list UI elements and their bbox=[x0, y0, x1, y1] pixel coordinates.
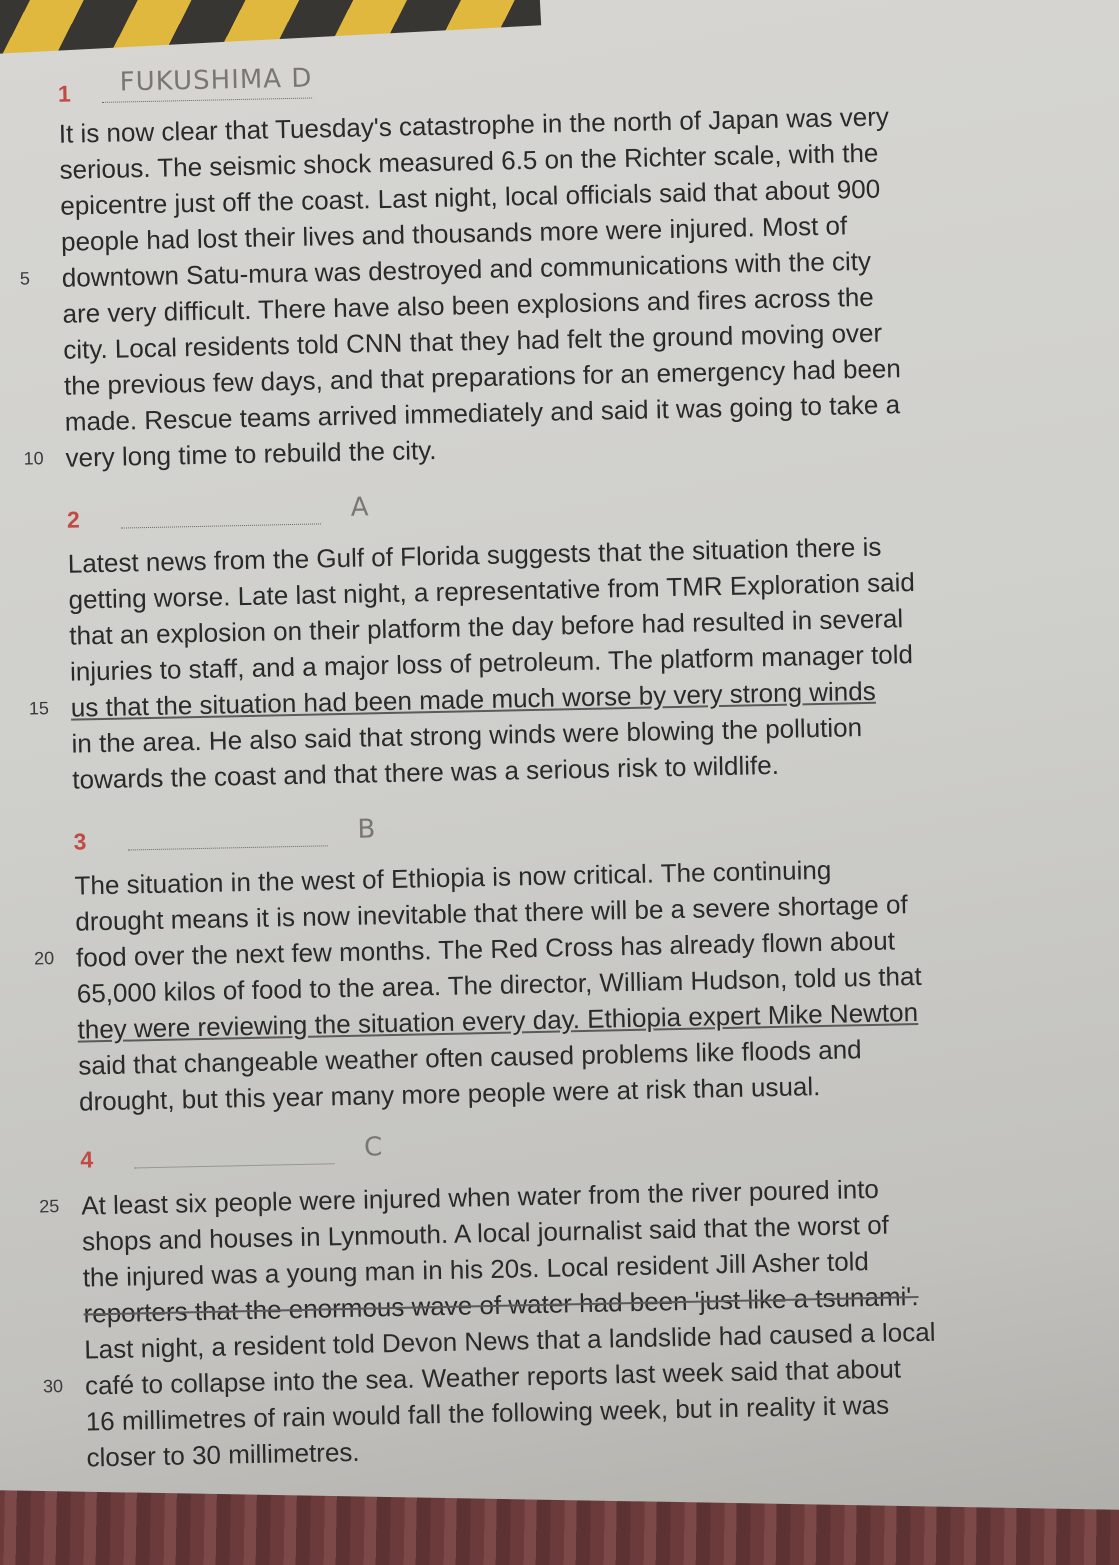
text-line-underlined: us that the situation had been made much worse by very strong winds bbox=[70, 675, 876, 723]
text-line: injuries to staff, and a major loss of petroleum. The platform manager told bbox=[69, 639, 914, 687]
text-line: 65,000 kilos of food to the area. The director, William Hudson, told us that bbox=[76, 960, 922, 1009]
text-line: the previous few days, and that preparations for an emergency had been bbox=[63, 353, 902, 401]
text-line: serious. The seismic shock measured 6.5 on the Richter scale, with the bbox=[59, 137, 879, 185]
text-line: in the area. He also said that strong winds were blowing the pollution bbox=[71, 712, 863, 759]
text-line: The situation in the west of Ethiopia is now critical. The continuing bbox=[74, 854, 832, 901]
line-number: 10 bbox=[23, 448, 44, 469]
text-line: drought means it is now inevitable that there will be a severe shortage of bbox=[75, 889, 908, 937]
handwritten-answer: FUKUSHIMA D bbox=[119, 63, 313, 98]
text-line: It is now clear that Tuesday's catastrophe in the north of Japan was very bbox=[58, 101, 890, 149]
text-line: city. Local residents told CNN that they had felt the ground moving over bbox=[63, 317, 883, 365]
line-number: 15 bbox=[28, 698, 50, 719]
text-line: Last night, a resident told Devon News that a landslide had caused a local bbox=[83, 1316, 936, 1365]
text-line: closer to 30 millimetres. bbox=[86, 1436, 360, 1473]
handwritten-answer: A bbox=[350, 492, 370, 523]
handwritten-answer: C bbox=[363, 1132, 384, 1163]
line-number: 5 bbox=[19, 268, 31, 289]
text-line: At least six people were injured when water from the river poured into bbox=[80, 1173, 880, 1221]
text-line: the injured was a young man in his 20s. Local resident Jill Asher told bbox=[82, 1246, 870, 1293]
text-line: shops and houses in Lynmouth. A local journalist said that the worst of bbox=[81, 1209, 890, 1257]
text-line: Latest news from the Gulf of Florida suggests that the situation there is bbox=[67, 531, 882, 579]
text-line: café to collapse into the sea. Weather reports last week said that about bbox=[84, 1353, 902, 1401]
text-line: that an explosion on their platform the day before had resulted in several bbox=[69, 603, 904, 651]
line-number: 25 bbox=[39, 1196, 60, 1217]
text-line: epicentre just off the coast. Last night, local officials said that about 900 bbox=[60, 173, 881, 221]
answer-blank[interactable] bbox=[128, 845, 328, 850]
section-number: 3 bbox=[73, 828, 87, 855]
section-number: 4 bbox=[80, 1146, 94, 1173]
text-line: drought, but this year many more people were at risk than usual. bbox=[78, 1071, 821, 1117]
text-line: food over the next few months. The Red Cross has already flown about bbox=[75, 925, 896, 973]
text-line: 16 millimetres of rain would fall the following week, but in reality it was bbox=[85, 1389, 890, 1437]
text-line: people had lost their lives and thousands more were injured. Most of bbox=[60, 210, 848, 257]
answer-blank[interactable] bbox=[102, 97, 312, 102]
text-line-struck: reporters that the enormous wave of water had been 'just like a tsunami'. bbox=[83, 1281, 919, 1329]
text-line: said that changeable weather often caused problems like floods and bbox=[78, 1034, 862, 1081]
answer-blank[interactable] bbox=[121, 523, 321, 528]
text-line: getting worse. Late last night, a representative from TMR Exploration said bbox=[68, 566, 916, 615]
line-number: 20 bbox=[33, 948, 55, 969]
text-line: made. Rescue teams arrived immediately and said it was going to take a bbox=[64, 389, 901, 437]
handwritten-answer: B bbox=[357, 814, 377, 845]
section-number: 1 bbox=[57, 80, 72, 107]
text-line: very long time to rebuild the city. bbox=[65, 434, 437, 473]
text-line: towards the coast and that there was a serious risk to wildlife. bbox=[72, 749, 780, 795]
text-line: are very difficult. There have also been explosions and fires across the bbox=[62, 281, 875, 329]
line-number: 30 bbox=[42, 1375, 64, 1397]
answer-blank[interactable] bbox=[134, 1163, 334, 1168]
section-number: 2 bbox=[66, 506, 80, 533]
text-line-underlined: they were reviewing the situation every day. Ethiopia expert Mike Newton bbox=[77, 997, 919, 1045]
text-line: downtown Satu-mura was destroyed and communications with the city bbox=[61, 245, 872, 293]
